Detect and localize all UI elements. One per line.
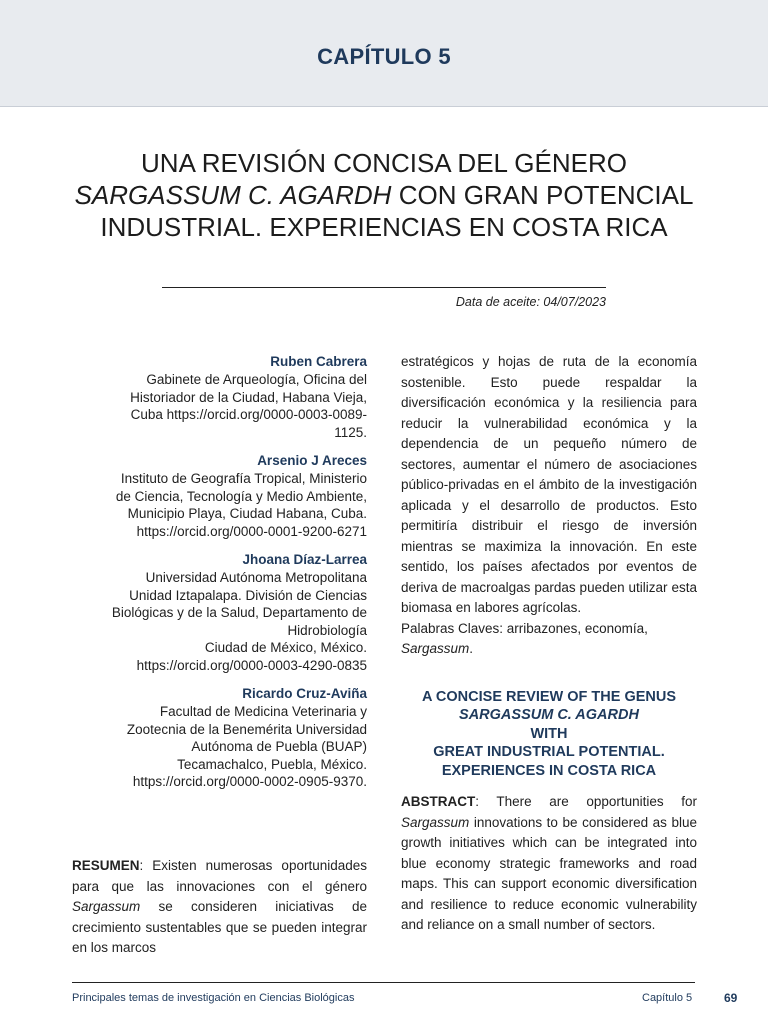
keywords-genus-italic: Sargassum (401, 641, 470, 656)
author-name: Ruben Cabrera (270, 354, 367, 369)
article-title (60, 147, 708, 243)
footer-book-title: Principales temas de investigación en Ciencias Biológicas (72, 992, 355, 1004)
keywords (401, 619, 697, 660)
keywords-text: Palabras Claves: arribazones, economía, (401, 620, 648, 636)
title-line-2 (60, 179, 708, 211)
affiliation-line: Historiador de la Ciudad, Habana Vieja, (130, 389, 367, 405)
affiliation-line: Instituto de Geografía Tropical, Ministerio (120, 471, 367, 486)
affiliation-line: Cuba https://orcid.org/0000-0003-0089- (130, 407, 367, 422)
author-block (72, 550, 367, 674)
author-name: Arsenio J Areces (257, 453, 367, 468)
abstract-genus-italic: Sargassum (401, 814, 470, 830)
affiliation-line: Municipio Playa, Ciudad Habana, Cuba. (127, 506, 367, 521)
title-line-1: UNA REVISIÓN CONCISA DEL GÉNERO (141, 148, 627, 179)
author-block (72, 451, 367, 540)
resumen-paragraph (72, 856, 367, 959)
title-genus-italic: SARGASSUM C. AGARDH (74, 180, 392, 211)
chapter-header-band (0, 0, 768, 107)
resumen-continued: estratégicos y hojas de ruta de la economía sostenible. Esto puede respaldar la diversificación económica y la resiliencia para reducir la vulnerabilidad económica y la dependencia de un pequeño número de sectores, aumentar el número de asociaciones público-privadas en el ámbito de la investigación aplicada y el desarrollo de productos. Esto permitiría distribuir el riesgo de inversión mientras se maximiza la innovación. En este sentido, los países afectados por eventos de deriva de macroalgas pardas pueden utilizar esta biomasa en labores agrícolas. (401, 354, 697, 615)
english-title-genus-italic: SARGASSUM C. AGARDH (459, 707, 639, 723)
author-block (72, 352, 367, 441)
footer-divider (72, 982, 695, 983)
right-column (401, 352, 697, 936)
resumen-genus-italic: Sargassum (72, 899, 141, 914)
english-title-line-rest: WITH (530, 725, 568, 742)
chapter-label: CAPÍTULO 5 (317, 44, 451, 69)
keywords-end: . (469, 641, 474, 656)
title-line-3: INDUSTRIAL. EXPERIENCIAS EN COSTA RICA (100, 212, 668, 243)
affiliation-line: Hidrobiología (287, 622, 367, 638)
author-affiliation (72, 371, 367, 441)
abstract-paragraph (401, 792, 697, 936)
resumen-text: : Existen numerosas oportunidades para que las innovaciones con el género (72, 858, 367, 894)
affiliation-line: Biológicas y de la Salud, Departamento de (111, 605, 367, 620)
author-affiliation (72, 470, 367, 540)
affiliation-line: Autónoma de Puebla (BUAP) (191, 739, 367, 754)
affiliation-line: Gabinete de Arqueología, Oficina del (146, 372, 367, 387)
resumen-label: RESUMEN (72, 858, 140, 873)
english-title-line (401, 706, 697, 743)
affiliation-line: de Ciencia, Tecnología y Medio Ambiente, (115, 488, 367, 504)
english-title-line: EXPERIENCES IN COSTA RICA (441, 762, 657, 779)
resumen-text: se consideren iniciativas de crecimiento sustentables que se pueden integrar en los marcos (72, 899, 367, 955)
affiliation-line: Unidad Iztapalapa. División de Ciencias (129, 587, 367, 603)
abstract-label: ABSTRACT (401, 794, 476, 810)
authors-column (72, 352, 367, 801)
affiliation-line: Facultad de Medicina Veterinaria y (159, 704, 367, 719)
title-divider (162, 287, 606, 288)
affiliation-line: Universidad Autónoma Metropolitana (145, 570, 367, 585)
author-affiliation (72, 569, 367, 674)
author-block (72, 684, 367, 791)
affiliation-line: https://orcid.org/0000-0001-9200-6271 (136, 523, 367, 539)
footer-chapter: Capítulo 5 (642, 992, 693, 1004)
english-title (401, 688, 697, 781)
english-title-line: A CONCISE REVIEW OF THE GENUS (421, 688, 677, 705)
affiliation-line: Ciudad de México, México. (204, 640, 367, 655)
author-affiliation (72, 703, 367, 791)
affiliation-line: 1125. (334, 424, 367, 440)
page-number: 69 (724, 991, 738, 1005)
english-title-line: GREAT INDUSTRIAL POTENTIAL. (433, 744, 665, 760)
affiliation-line: https://orcid.org/0000-0003-4290-0835 (136, 657, 367, 673)
affiliation-line: https://orcid.org/0000-0002-0905-9370. (132, 774, 367, 789)
affiliation-line: Zootecnia de la Benemérita Universidad (126, 721, 367, 737)
author-name: Ricardo Cruz-Aviña (242, 686, 367, 701)
title-line-2-rest: CON GRAN POTENCIAL (391, 180, 694, 211)
abstract-text: : There are opportunities for (475, 794, 697, 810)
acceptance-date: Data de aceite: 04/07/2023 (455, 295, 606, 309)
affiliation-line: Tecamachalco, Puebla, México. (177, 756, 367, 772)
abstract-text: innovations to be considered as blue growth initiatives which can be integrated into blue economy strategic frameworks and road maps. This can support economic diversification and resilience to reduce economic vulnerability and reliance on a small number of sectors. (401, 814, 697, 933)
author-name: Jhoana Díaz-Larrea (242, 552, 367, 567)
